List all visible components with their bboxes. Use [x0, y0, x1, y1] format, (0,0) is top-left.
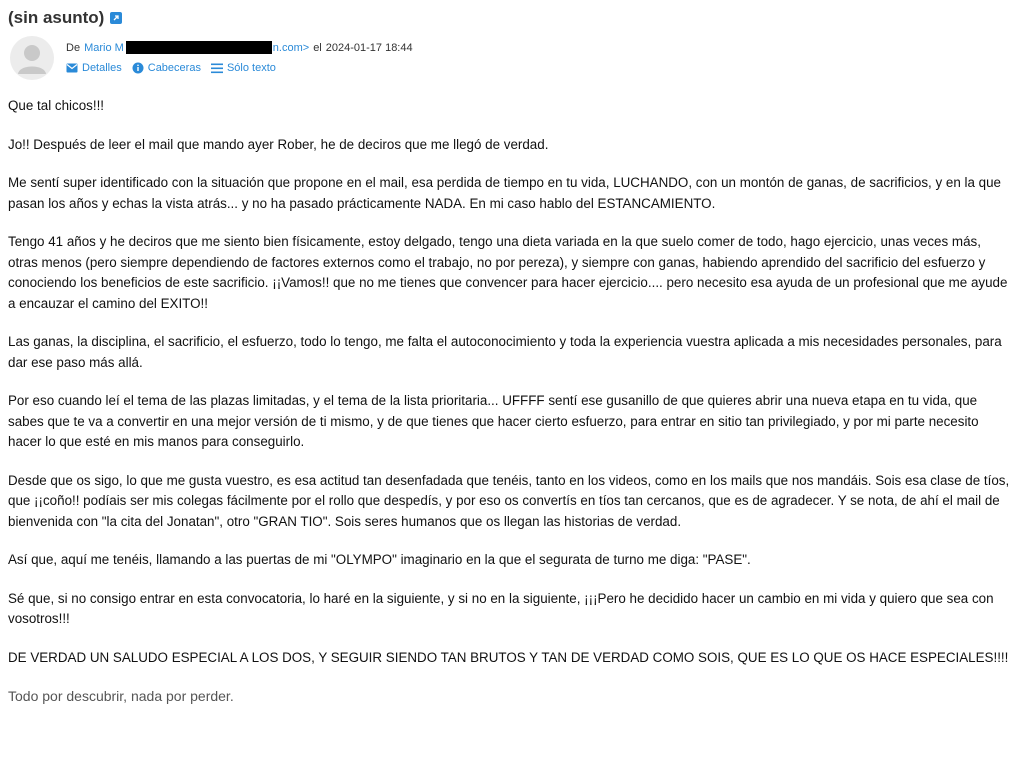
details-action[interactable] — [66, 62, 122, 74]
subject-row — [8, 8, 122, 28]
email-body — [8, 96, 1012, 725]
email-date: 2024-01-17 18:44 — [325, 41, 413, 54]
headers-label: Cabeceras — [147, 62, 201, 74]
body-paragraph: Sé que, si no consigo entrar en esta convocatoria, lo haré en la siguiente, y si no en la siguiente, ¡¡¡Pero he decidido hacer un cambio en mi vida y quiero que sea con vosotros!!! — [8, 590, 994, 626]
list-icon — [211, 62, 223, 74]
sender-domain-tail[interactable]: n.com> — [272, 41, 310, 54]
body-paragraph: Que tal chicos!!! — [8, 98, 105, 113]
plain-text-label: Sólo texto — [226, 62, 276, 74]
headers-action[interactable] — [132, 62, 201, 74]
redacted-email-block — [126, 41, 272, 54]
from-label: De — [66, 41, 81, 54]
email-signature: Todo por descubrir, nada por perder. — [8, 688, 234, 704]
open-in-new-window-icon[interactable] — [110, 12, 122, 24]
body-paragraph: Jo!! Después de leer el mail que mando ayer Rober, he de deciros que me llegó de verdad. — [8, 136, 549, 152]
body-paragraph: Tengo 41 años y he deciros que me siento bien físicamente, estoy delgado, tengo una dieta variada en la que suelo comer de todo, hago ejercicio, unas veces más, otras menos (pero siempre dependiendo de factores externos como el trabajo, no por pereza), y siempre con ganas, habiendo aprendido del sacrificio del esfuerzo y conociendo los beneficios de este sacrificio. ¡¡Vamos!! que no me tienes que convencer para hacer ejercicio.... pero necesito esa ayuda de un profesional que me ayude a encauzar el camino del EXITO!! — [8, 234, 1008, 311]
plain-text-action[interactable] — [211, 62, 276, 74]
message-actions — [66, 62, 276, 74]
email-subject: (sin asunto) — [8, 8, 105, 27]
details-label: Detalles — [82, 62, 122, 74]
date-prefix: el — [313, 41, 322, 54]
body-paragraph: DE VERDAD UN SALUDO ESPECIAL A LOS DOS, Y SEGUIR SIENDO TAN BRUTOS Y TAN DE VERDAD COMO SOIS, QUE ES LO QUE OS HACE ESPECIALES!!!! — [8, 649, 1009, 665]
body-paragraph: Desde que os sigo, lo que me gusta vuestro, es esa actitud tan desenfadada que tenéis, tanto en los videos, como en los mails que nos mandáis. Sois esa clase de tíos, que ¡¡coño!! podíais ser mis colegas fácilmente por el rollo que despedís, y por eso os convertís en tíos tan cercanos, que es de agradecer. Y se nota, de ahí el mail de bienvenida con "la cita del Jonatan", otro "GRAN TIO". Sois seres humanos que os llegan las historias de verdad. — [8, 472, 1010, 529]
body-paragraph: Las ganas, la disciplina, el sacrificio, el esfuerzo, todo lo tengo, me falta el autoconocimiento y toda la experiencia vuestra aplicada a mis necesidades personales, para dar ese paso más allá. — [8, 334, 1002, 370]
body-paragraph: Así que, aquí me tenéis, llamando a las puertas de mi "OLYMPO" imaginario en la que el segurata de turno me diga: "PASE". — [8, 552, 751, 567]
from-line — [66, 41, 413, 54]
info-icon — [132, 62, 144, 74]
sender-name-link[interactable]: Mario M — [84, 41, 124, 54]
sender-avatar — [10, 36, 54, 80]
body-paragraph: Me sentí super identificado con la situación que propone en el mail, esa perdida de tiempo en tu vida, LUCHANDO, con un montón de ganas, de sacrificios, y en la que pasan los años y echas la vista atrás... y no ha pasado prácticamente NADA. En mi caso hablo del ESTANCAMIENTO. — [8, 175, 1001, 211]
body-paragraph: Por eso cuando leí el tema de las plazas limitadas, y el tema de la lista prioritaria... UFFFF sentí ese gusanillo de que quieres abrir una nueva etapa en tu vida, que sabes que te va a convertir en una mejor versión de ti mismo, y de que tienes que hacer cierto esfuerzo, para entrar en sitio tan privilegiado, y por mi parte necesito hacer lo que esté en mis manos para conseguirlo. — [8, 393, 979, 449]
envelope-icon — [66, 62, 78, 74]
